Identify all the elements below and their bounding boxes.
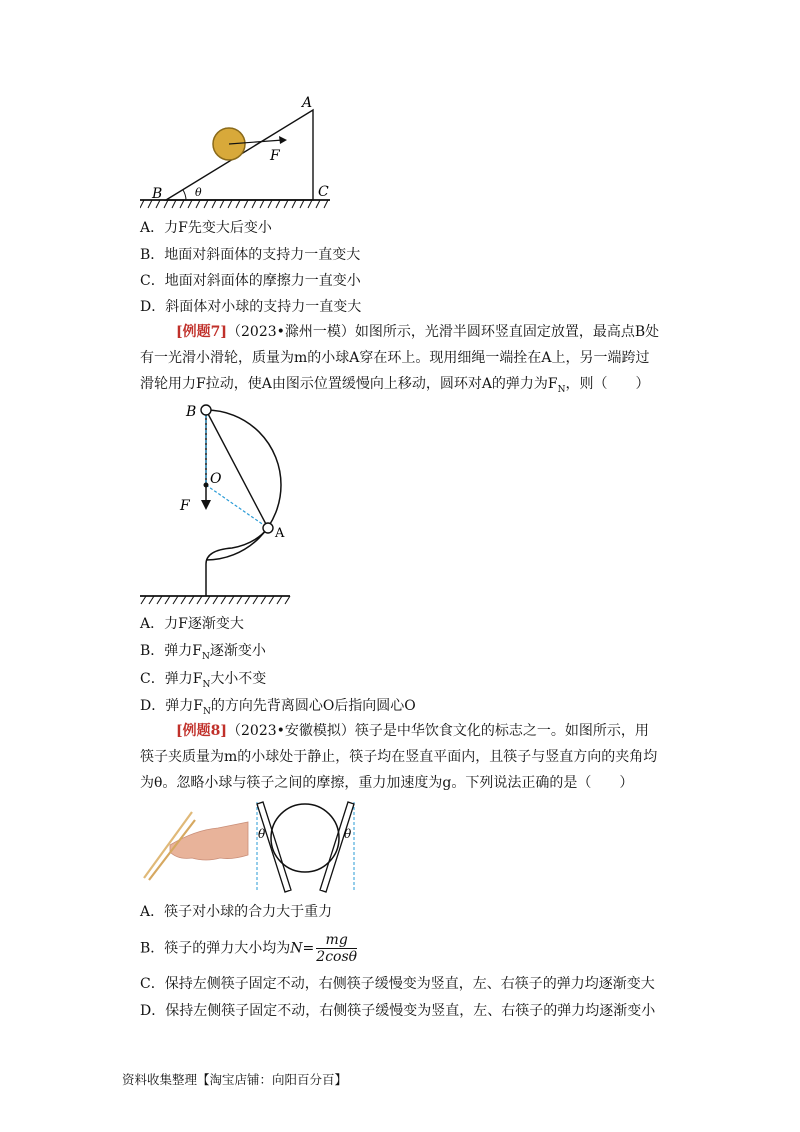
theta-arc bbox=[183, 190, 186, 200]
hand-photo bbox=[144, 812, 248, 880]
example8-tag: [例题8] bbox=[176, 723, 227, 739]
label-a: A bbox=[275, 526, 285, 541]
footer: 资料收集整理【淘宝店铺：向阳百分百】 bbox=[122, 1072, 348, 1087]
ex7-option-b: B．弹力$F_N$逐渐变小 bbox=[140, 643, 266, 662]
label-a: A bbox=[302, 95, 313, 111]
formula-var: N bbox=[290, 940, 303, 957]
example7-tag: [例题7] bbox=[176, 324, 227, 340]
ground-hatching bbox=[141, 596, 290, 604]
example7-sub: N bbox=[557, 384, 566, 395]
ex8-option-a: A．筷子对小球的合力大于重力 bbox=[140, 904, 333, 920]
ex7-option-a: A．力F逐渐变大 bbox=[140, 616, 244, 632]
pulley bbox=[201, 405, 211, 415]
rope-to-a bbox=[206, 410, 268, 528]
ex7-option-c: C．弹力$F_N$大小不变 bbox=[140, 671, 267, 690]
q6-option-a: A．力F先变大后变小 bbox=[140, 220, 272, 236]
ring-figure bbox=[140, 398, 310, 608]
force-arrowhead bbox=[279, 136, 287, 144]
support-arc bbox=[206, 528, 268, 564]
ex8-option-d: D．保持左侧筷子固定不动，右侧筷子缓慢变为竖直，左、右筷子的弹力均逐渐变小 bbox=[140, 1003, 656, 1019]
q6-option-d: D．斜面体对小球的支持力一直变大 bbox=[140, 299, 362, 315]
theta-left: θ bbox=[258, 827, 266, 841]
q6-option-c: C．地面对斜面体的摩擦力一直变小 bbox=[140, 273, 361, 289]
center-dot bbox=[204, 483, 209, 488]
example8-stem bbox=[140, 718, 660, 796]
label-b: B bbox=[186, 404, 197, 420]
example7-text: （2023•滁州一模）如图所示，光滑半圆环竖直固定放置，最高点B处有一光滑小滑轮，质量为m的小球A穿在环上。现用细绳一端拴在A上，另一端跨过滑轮用力F拉动，使A由图示位置缓慢向上移动，圆环对A的弹力为F bbox=[140, 324, 660, 392]
ex8-option-c: C．保持左侧筷子固定不动，右侧筷子缓慢变为竖直，左、右筷子的弹力均逐渐变大 bbox=[140, 976, 655, 992]
ex7-option-d: D．弹力$F_N$的方向先背离圆心O后指向圆心O bbox=[140, 698, 416, 717]
chopsticks-figure bbox=[140, 800, 370, 896]
formula-fraction: $\frac{mg}{2\cos\theta}$ bbox=[316, 932, 358, 965]
ball-a bbox=[263, 523, 273, 533]
q6-option-b: B．地面对斜面体的支持力一直变大 bbox=[140, 247, 361, 263]
example8-text: （2023•安徽模拟）筷子是中华饮食文化的标志之一。如图所示，用筷子夹质量为m的小球处于静止，筷子均在竖直平面内，且筷子与竖直方向的夹角均为θ。忽略小球与筷子之间的摩擦，重力加速度为g。下列说法正确的是（ ） bbox=[140, 723, 658, 791]
label-f: F bbox=[270, 148, 280, 164]
label-o: O bbox=[210, 471, 222, 487]
force-arrowhead bbox=[201, 500, 211, 510]
incline-figure bbox=[140, 92, 340, 212]
label-c: C bbox=[318, 184, 329, 200]
example7-tail: ，则（ ） bbox=[565, 376, 650, 392]
example7-stem bbox=[140, 319, 660, 403]
label-theta: θ bbox=[195, 186, 202, 199]
formula-eq: = bbox=[302, 940, 315, 957]
label-b: B bbox=[152, 186, 163, 202]
ground-hatching bbox=[140, 200, 328, 208]
ex8-option-b: B．筷子的弹力大小均为N= $\frac{mg}{2\cos\theta}$ bbox=[140, 932, 358, 965]
theta-right: θ bbox=[344, 827, 352, 841]
label-f: F bbox=[180, 498, 190, 514]
radius-oa bbox=[206, 485, 268, 528]
